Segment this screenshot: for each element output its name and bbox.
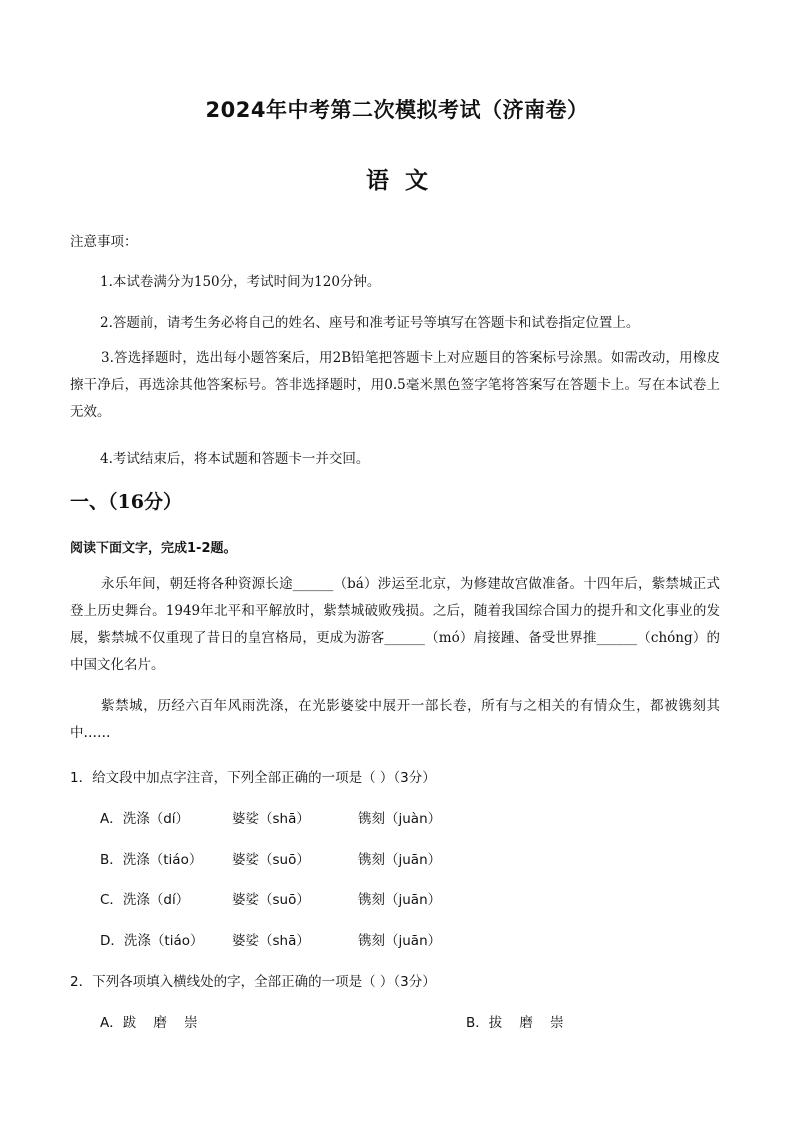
reading-instruction: 阅读下面文字，完成1-2题。 <box>70 541 237 556</box>
option-c-word-1: C．洗涤（dí） <box>100 892 190 908</box>
notice-item-2: 2.答题前，请考生务必将自己的姓名、座号和准考证号等填写在答题卡和试卷指定位置上。 <box>100 315 640 331</box>
notice-item-3: 3.答选择题时，选出每小题答案后，用2B铅笔把答题卡上对应题目的答案标号涂黑。如需改动，用橡皮擦干净后，再选涂其他答案标号。答非选择题时，用0.5毫米黑色签字笔将答案写在答题卡上。写在本试卷上无效。 <box>70 350 720 420</box>
notice-heading: 注意事项： <box>70 234 138 250</box>
notice-item-4: 4.考试结束后，将本试题和答题卡一并交回。 <box>100 451 370 467</box>
notice-item-1: 1.本试卷满分为150分，考试时间为120分钟。 <box>100 274 381 290</box>
option-b-word-3: 镌刻（juān） <box>358 852 442 868</box>
option-d-word-2: 婆娑（shā） <box>232 933 310 949</box>
option-d-word-1: D．洗涤（tiáo） <box>100 933 204 949</box>
question-2-option-b[interactable]: B．拔 磨 崇 <box>466 1015 564 1031</box>
passage-paragraph-1: 永乐年间，朝廷将各种资源长途______（bá）涉运至北京，为修建故宫做准备。十四年后，紫禁城正式登上历史舞台。1949年北平和平解放时，紫禁城破败残损。之后，随着我国综合国力的提升和文化事业的发展，紫禁城不仅重现了昔日的皇宫格局，更成为游客______（mó）肩接踵、备受世界推______（chóng）的中国文化名片。 <box>70 576 720 673</box>
option-c-word-3: 镌刻（juān） <box>358 892 442 908</box>
option-b-word-2: 婆娑（suō） <box>232 852 310 868</box>
option-b-word-1: B．洗涤（tiáo） <box>100 852 203 868</box>
page-title: 2024年中考第二次模拟考试（济南卷） <box>205 98 589 122</box>
question-2-option-a[interactable]: A．跋 磨 崇 <box>100 1015 198 1031</box>
option-a-word-2: 婆娑（shā） <box>232 811 310 827</box>
option-d-word-3: 镌刻（juān） <box>358 933 442 949</box>
question-1-stem: 1．给文段中加点字注音，下列全部正确的一项是（ ）（3分） <box>70 770 436 786</box>
question-2-stem: 2．下列各项填入横线处的字，全部正确的一项是（ ）（3分） <box>70 974 436 990</box>
option-c-word-2: 婆娑（suō） <box>232 892 310 908</box>
option-a-word-3: 镌刻（juàn） <box>358 811 442 827</box>
passage-paragraph-2: 紫禁城，历经六百年风雨洗涤，在光影婆娑中展开一部长卷，所有与之相关的有情众生，都被镌刻其中…… <box>70 698 720 741</box>
section-heading: 一、（16分） <box>70 491 182 513</box>
option-a-word-1: A．洗涤（dí） <box>100 811 190 827</box>
subject-text: 语 文 <box>365 167 428 194</box>
subject-title <box>0 162 794 195</box>
